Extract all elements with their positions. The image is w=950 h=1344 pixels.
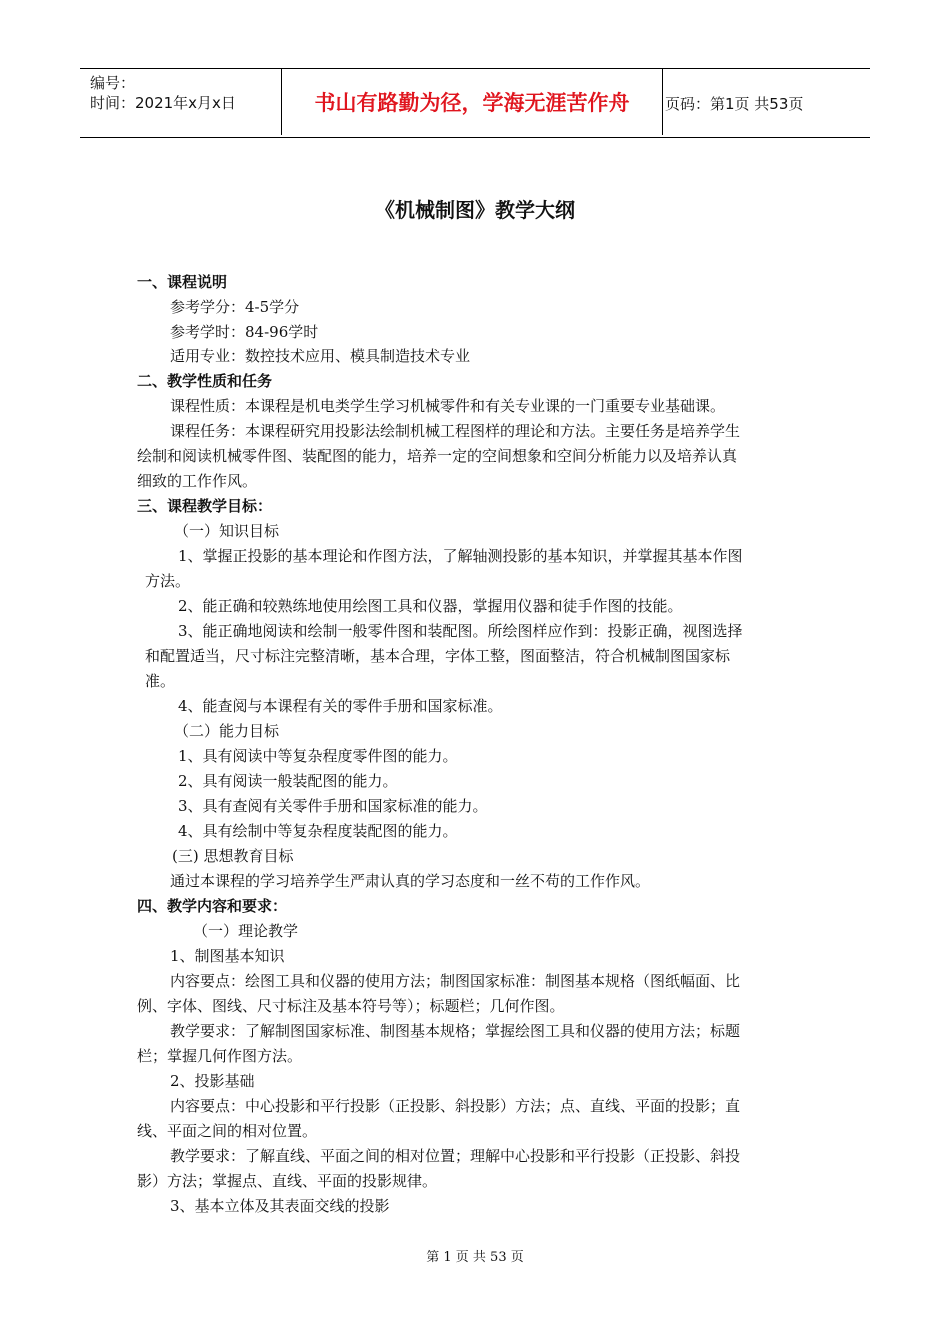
text-line: 栏；掌握几何作图方法。: [137, 1047, 303, 1065]
text-line: 课程任务：本课程研究用投影法绘制机械工程图样的理论和方法。主要任务是培养学生: [170, 422, 741, 440]
text-line: 方法。: [145, 572, 191, 590]
text-line: 线、平面之间的相对位置。: [137, 1122, 318, 1140]
text-line: 4、具有绘制中等复杂程度装配图的能力。: [178, 822, 458, 840]
subheading: (三) 思想教育目标: [172, 847, 294, 865]
text-line: 绘制和阅读机械零件图、装配图的能力，培养一定的空间想象和空间分析能力以及培养认真: [137, 447, 738, 465]
page-label: 页码：第1页 共53页: [665, 95, 804, 113]
page-footer: 第 1 页 共 53 页: [426, 1250, 524, 1265]
number-label: 编号：: [90, 74, 136, 92]
text-line: 课程性质：本课程是机电类学生学习机械零件和有关专业课的一门重要专业基础课。: [170, 397, 726, 415]
text-line: 通过本课程的学习培养学生严肃认真的学习态度和一丝不苟的工作作风。: [170, 872, 651, 890]
text-line: 内容要点：绘图工具和仪器的使用方法；制图国家标准：制图基本规格（图纸幅面、比: [170, 972, 741, 990]
section-heading: 四、教学内容和要求：: [137, 897, 288, 915]
text-line: 2、能正确和较熟练地使用绘图工具和仪器，掌握用仪器和徒手作图的技能。: [178, 597, 683, 615]
page-header: [80, 68, 870, 138]
text-line: 3、基本立体及其表面交线的投影: [170, 1197, 390, 1215]
text-line: 和配置适当，尺寸标注完整清晰，基本合理，字体工整，图面整洁，符合机械制图国家标: [145, 647, 731, 665]
section-heading: 三、课程教学目标：: [137, 497, 273, 515]
text-line: 1、制图基本知识: [170, 947, 285, 965]
text-line: 2、投影基础: [170, 1072, 255, 1090]
text-line: 影）方法；掌握点、直线、平面的投影规律。: [137, 1172, 438, 1190]
subheading: （二）能力目标: [174, 722, 280, 740]
document-title: 《机械制图》教学大纲: [375, 198, 575, 222]
text-line: 细致的工作作风。: [137, 472, 258, 490]
text-line: 1、掌握正投影的基本理论和作图方法，了解轴测投影的基本知识，并掌握其基本作图: [178, 547, 743, 565]
header-motto: 书山有路勤为径，学海无涯苦作舟: [281, 69, 663, 135]
header-left: [90, 73, 236, 113]
subheading: （一）知识目标: [174, 522, 280, 540]
text-line: 适用专业：数控技术应用、模具制造技术专业: [170, 347, 471, 365]
section-heading: 一、课程说明: [137, 273, 228, 291]
text-line: 教学要求：了解制图国家标准、制图基本规格；掌握绘图工具和仪器的使用方法；标题: [170, 1022, 741, 1040]
text-line: 教学要求：了解直线、平面之间的相对位置；理解中心投影和平行投影（正投影、斜投: [170, 1147, 741, 1165]
text-line: 准。: [145, 672, 176, 690]
subheading: （一）理论教学: [193, 922, 299, 940]
text-line: 参考学时：84-96学时: [170, 323, 319, 341]
time-label: 时间：2021年x月x日: [90, 94, 236, 112]
section-heading: 二、教学性质和任务: [137, 372, 273, 390]
text-line: 4、能查阅与本课程有关的零件手册和国家标准。: [178, 697, 503, 715]
text-line: 3、能正确地阅读和绘制一般零件图和装配图。所绘图样应作到：投影正确，视图选择: [178, 622, 743, 640]
text-line: 1、具有阅读中等复杂程度零件图的能力。: [178, 747, 458, 765]
text-line: 例、字体、图线、尺寸标注及基本符号等）；标题栏；几何作图。: [137, 997, 565, 1015]
text-line: 内容要点：中心投影和平行投影（正投影、斜投影）方法；点、直线、平面的投影；直: [170, 1097, 741, 1115]
text-line: 2、具有阅读一般装配图的能力。: [178, 772, 398, 790]
text-line: 3、具有查阅有关零件手册和国家标准的能力。: [178, 797, 488, 815]
text-line: 参考学分：4-5学分: [170, 298, 300, 316]
